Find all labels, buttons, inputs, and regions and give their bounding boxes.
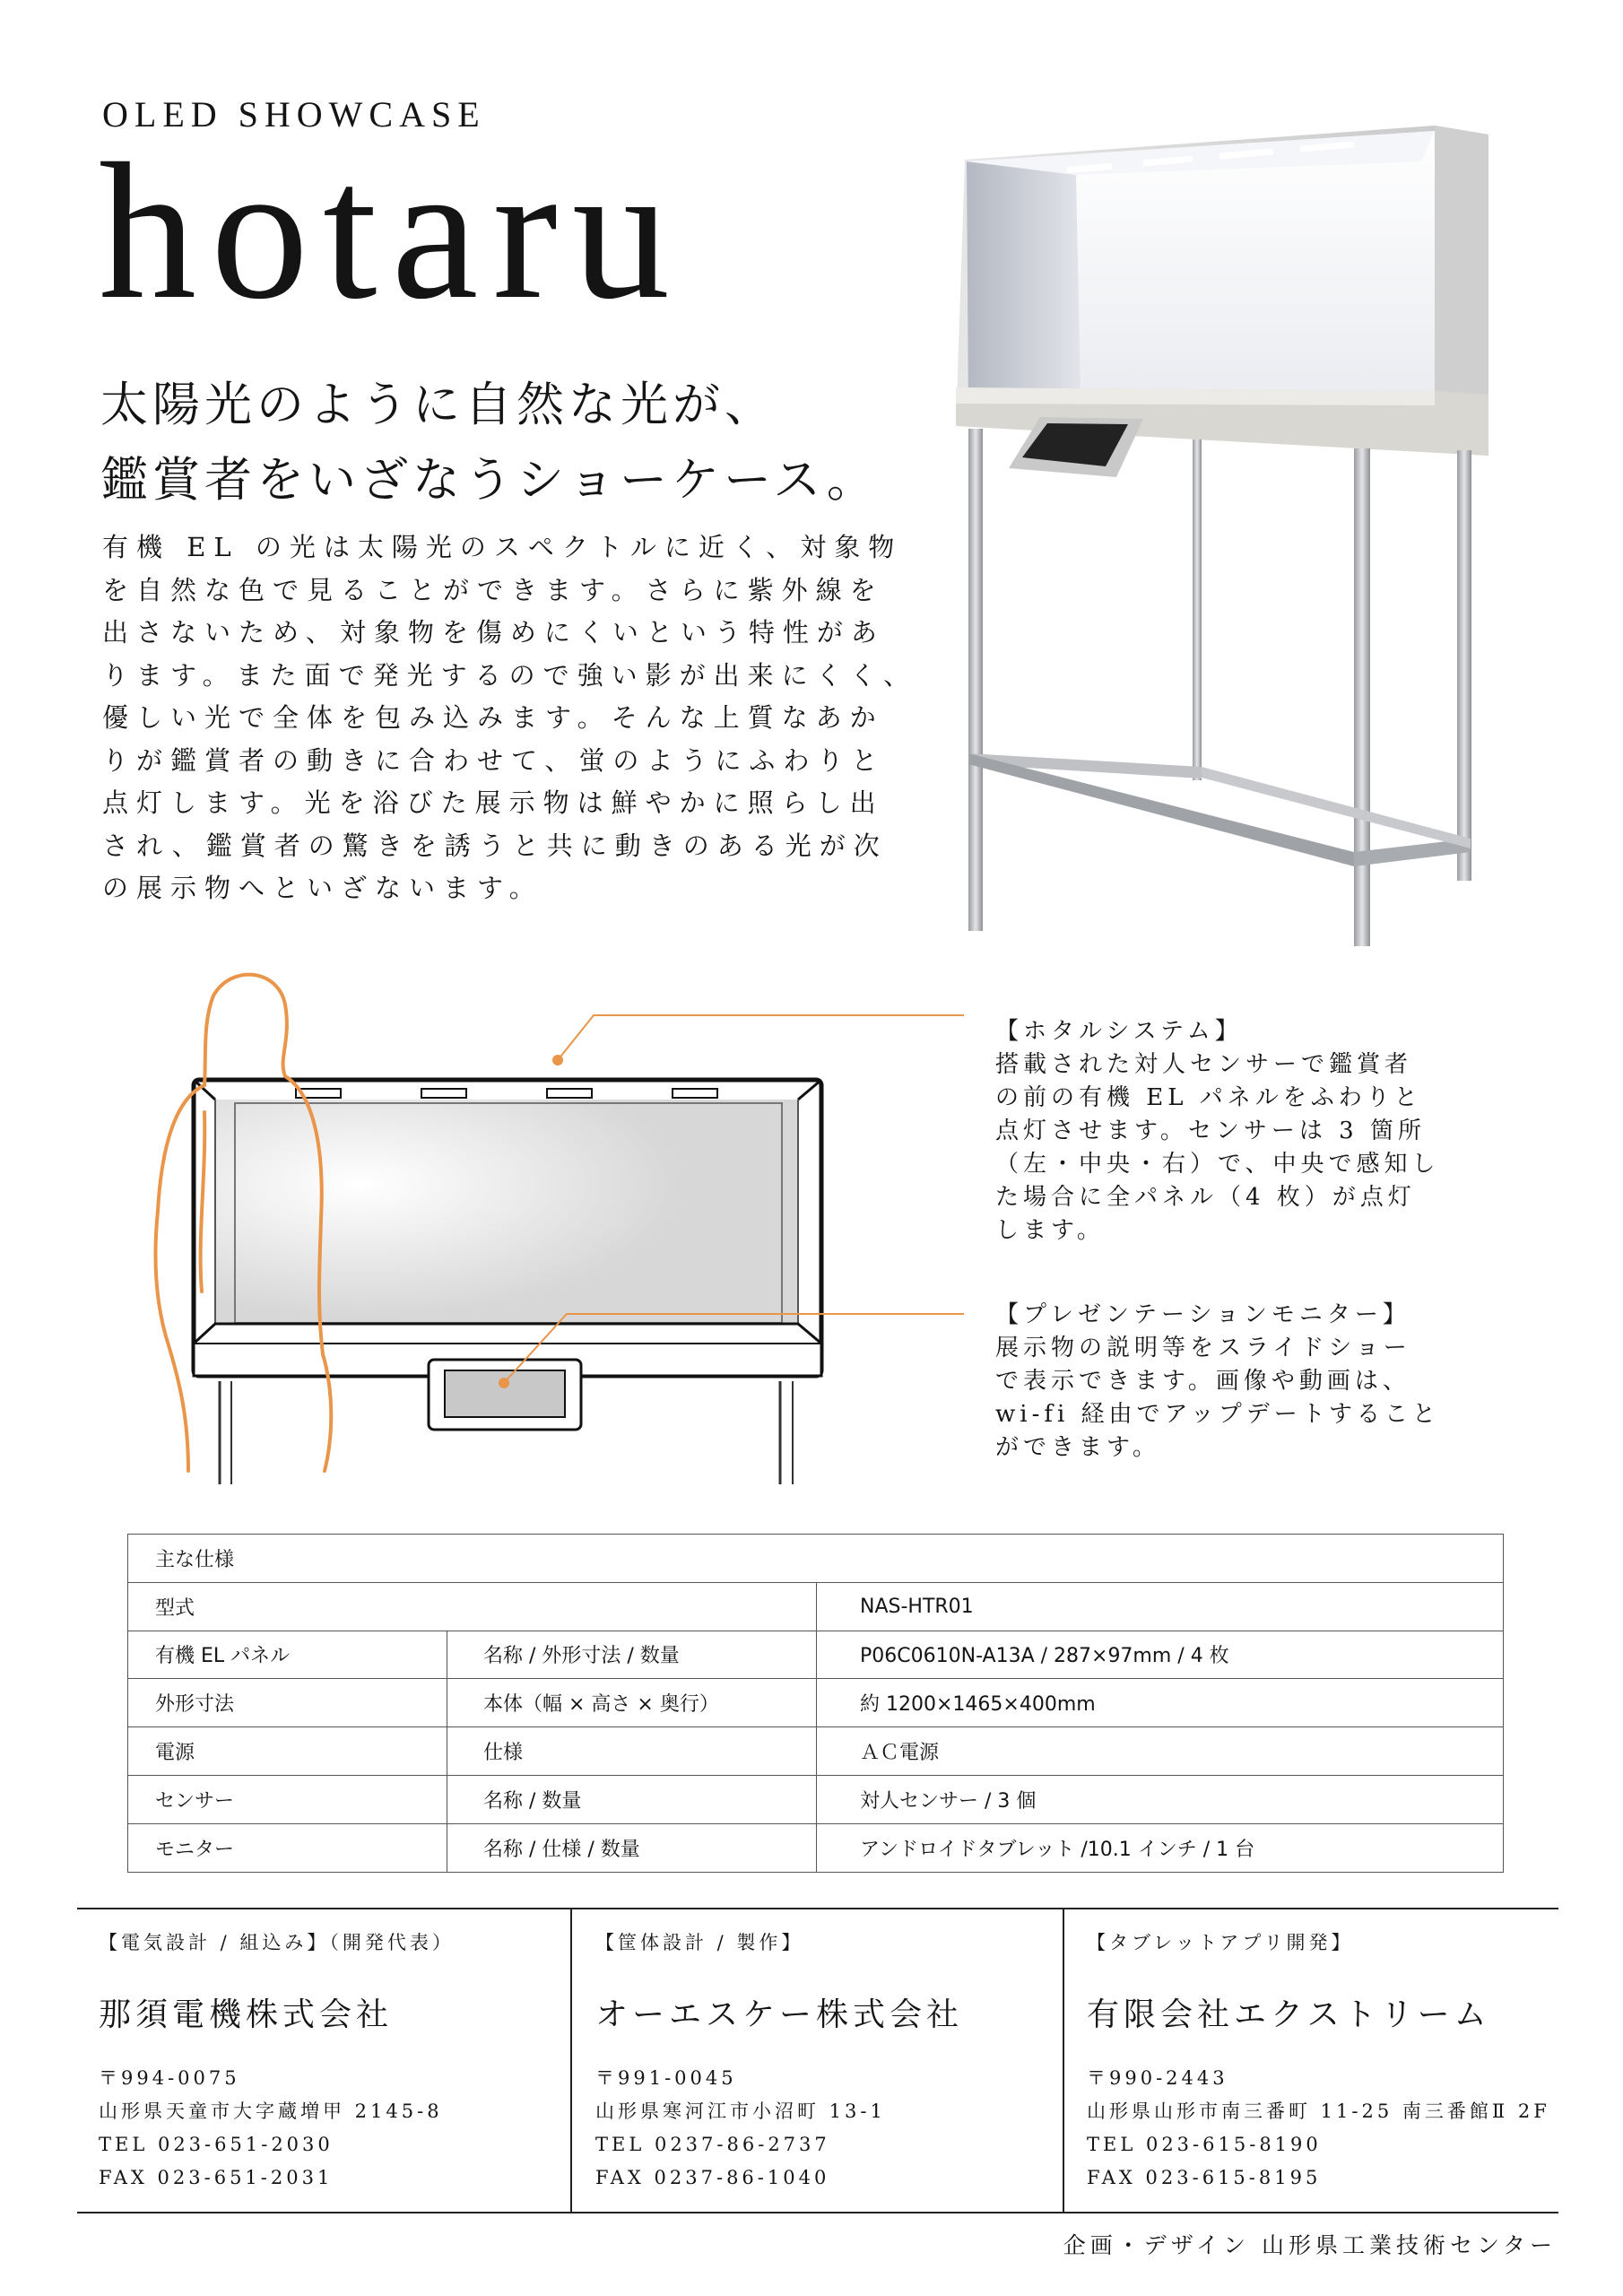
callout-hotaru-system: [995, 1015, 1480, 1248]
company-name: 那須電機株式会社: [99, 1996, 394, 2033]
spec-row: [128, 1775, 1504, 1823]
spec-caption-row: [128, 1535, 1504, 1583]
spec-item: 名称 / 仕様 / 数量: [447, 1823, 817, 1872]
spec-label: モニター: [128, 1823, 447, 1872]
spec-value: P06C0610N-A13A / 287×97mm / 4 枚: [817, 1631, 1504, 1679]
spec-item: 名称 / 外形寸法 / 数量: [447, 1631, 817, 1679]
brand-title: hotaru: [99, 124, 684, 340]
company-role: 【タブレットアプリ開発】: [1087, 1932, 1354, 1953]
callout-line: 搭載された対人センサーで鑑賞者: [995, 1051, 1413, 1078]
company-role: 【電気設計 / 組込み】（開発代表）: [99, 1932, 455, 1953]
intro-line: ります。また面で発光するので強い影が出来にくく、: [102, 659, 918, 691]
spec-item: 仕様: [447, 1727, 817, 1776]
spec-caption: 主な仕様: [128, 1535, 1504, 1583]
intro-line: 有機 EL の光は太陽光のスペクトルに近く、対象物: [102, 532, 903, 562]
spec-row: [128, 1823, 1504, 1872]
company-tel: TEL 023-615-8190: [1087, 2134, 1322, 2155]
callout-line: （左・中央・右）で、中央で感知し: [995, 1151, 1440, 1178]
company-fax: FAX 023-651-2031: [99, 2167, 334, 2188]
spec-value: 対人センサー / 3 個: [817, 1775, 1504, 1823]
spec-value: アンドロイドタブレット /10.1 インチ / 1 台: [817, 1823, 1504, 1872]
eyebrow: OLED SHOWCASE: [102, 94, 486, 135]
company-osk: [595, 1928, 1080, 2195]
intro-line: を自然な色で見ることができます。さらに紫外線を: [102, 574, 884, 605]
callout-line: た場合に全パネル（4 枚）が点灯: [995, 1184, 1416, 1211]
intro-line: りが鑑賞者の動きに合わせて、蛍のようにふわりと: [102, 744, 886, 776]
intro-line: 点灯します。光を浴びた展示物は鮮やかに照らし出: [102, 787, 884, 818]
design-credit: 企画・デザイン 山形県工業技術センター: [1063, 2232, 1557, 2258]
callout-title: 【プレゼンテーションモニター】: [995, 1301, 1410, 1328]
company-postal: 〒991-0045: [595, 2067, 737, 2089]
spec-item: 名称 / 数量: [447, 1775, 817, 1823]
callout-presentation-monitor: [995, 1299, 1480, 1465]
callout-line: します。: [995, 1217, 1105, 1244]
spec-row: [128, 1631, 1504, 1679]
company-name: 有限会社エクストリーム: [1087, 1996, 1491, 2033]
company-name: オーエスケー株式会社: [595, 1996, 964, 2033]
intro-line: 出さないため、対象物を傷めにくいという特性があ: [102, 617, 885, 648]
spec-row: [128, 1582, 1504, 1631]
spec-item: 本体（幅 × 高さ × 奥行）: [447, 1679, 817, 1727]
company-address: [595, 2062, 1080, 2195]
spec-label: 外形寸法: [128, 1679, 447, 1727]
company-fax: FAX 023-615-8195: [1087, 2167, 1322, 2188]
company-extreme: [1087, 1928, 1571, 2195]
company-street: 山形県天童市大字蔵増甲 2145-8: [99, 2100, 443, 2122]
callout-line: ができます。: [995, 1434, 1160, 1461]
callout-line: 展示物の説明等をスライドショー: [995, 1335, 1411, 1361]
company-postal: 〒990-2443: [1087, 2067, 1228, 2089]
company-role: 【筐体設計 / 製作】: [595, 1932, 804, 1953]
showcase-product-photo: [933, 126, 1515, 951]
headline-line: 鑑賞者をいざなうショーケース。: [100, 453, 879, 508]
company-rule-top: [77, 1908, 1558, 1909]
spec-label: 有機 EL パネル: [128, 1631, 447, 1679]
spec-table: [127, 1534, 1504, 1873]
spec-label: 電源: [128, 1727, 447, 1776]
intro-text: [102, 526, 918, 910]
callout-title: 【ホタルシステム】: [995, 1018, 1243, 1045]
company-tel: TEL 0237-86-2737: [595, 2134, 830, 2155]
intro-line: の展示物へといざないます。: [102, 873, 543, 903]
company-street: 山形県寒河江市小沼町 13-1: [595, 2100, 886, 2122]
company-rule-bottom: [77, 2212, 1558, 2213]
company-fax: FAX 0237-86-1040: [595, 2167, 830, 2188]
spec-label: センサー: [128, 1775, 447, 1823]
company-nasu: [99, 1928, 583, 2195]
intro-line: 優しい光で全体を包み込みます。そんな上質なあか: [102, 702, 884, 733]
company-postal: 〒994-0075: [99, 2067, 240, 2089]
spec-row: [128, 1727, 1504, 1776]
headline-line: 太陽光のように自然な光が、: [100, 378, 777, 432]
company-address: [99, 2062, 583, 2195]
callout-line: の前の有機 EL パネルをふわりと: [995, 1084, 1422, 1111]
company-address: [1087, 2062, 1571, 2195]
intro-line: され、鑑賞者の驚きを誘うと共に動きのある光が次: [102, 830, 888, 861]
callout-line: 点灯させます。センサーは 3 箇所: [995, 1118, 1426, 1144]
spec-label: 型式: [128, 1582, 817, 1631]
spec-value: 約 1200×1465×400mm: [817, 1679, 1504, 1727]
headline: [100, 368, 890, 518]
showcase-diagram: [126, 969, 1022, 1489]
company-tel: TEL 023-651-2030: [99, 2134, 334, 2155]
callout-line: wi-fi 経由でアップデートすること: [995, 1401, 1440, 1428]
spec-value: NAS-HTR01: [817, 1582, 1504, 1631]
callout-line: で表示できます。画像や動画は、: [995, 1368, 1410, 1395]
spec-value: ＡＣ電源: [817, 1727, 1504, 1776]
spec-row: [128, 1679, 1504, 1727]
company-street: 山形県山形市南三番町 11-25 南三番館Ⅱ 2F: [1087, 2100, 1550, 2122]
